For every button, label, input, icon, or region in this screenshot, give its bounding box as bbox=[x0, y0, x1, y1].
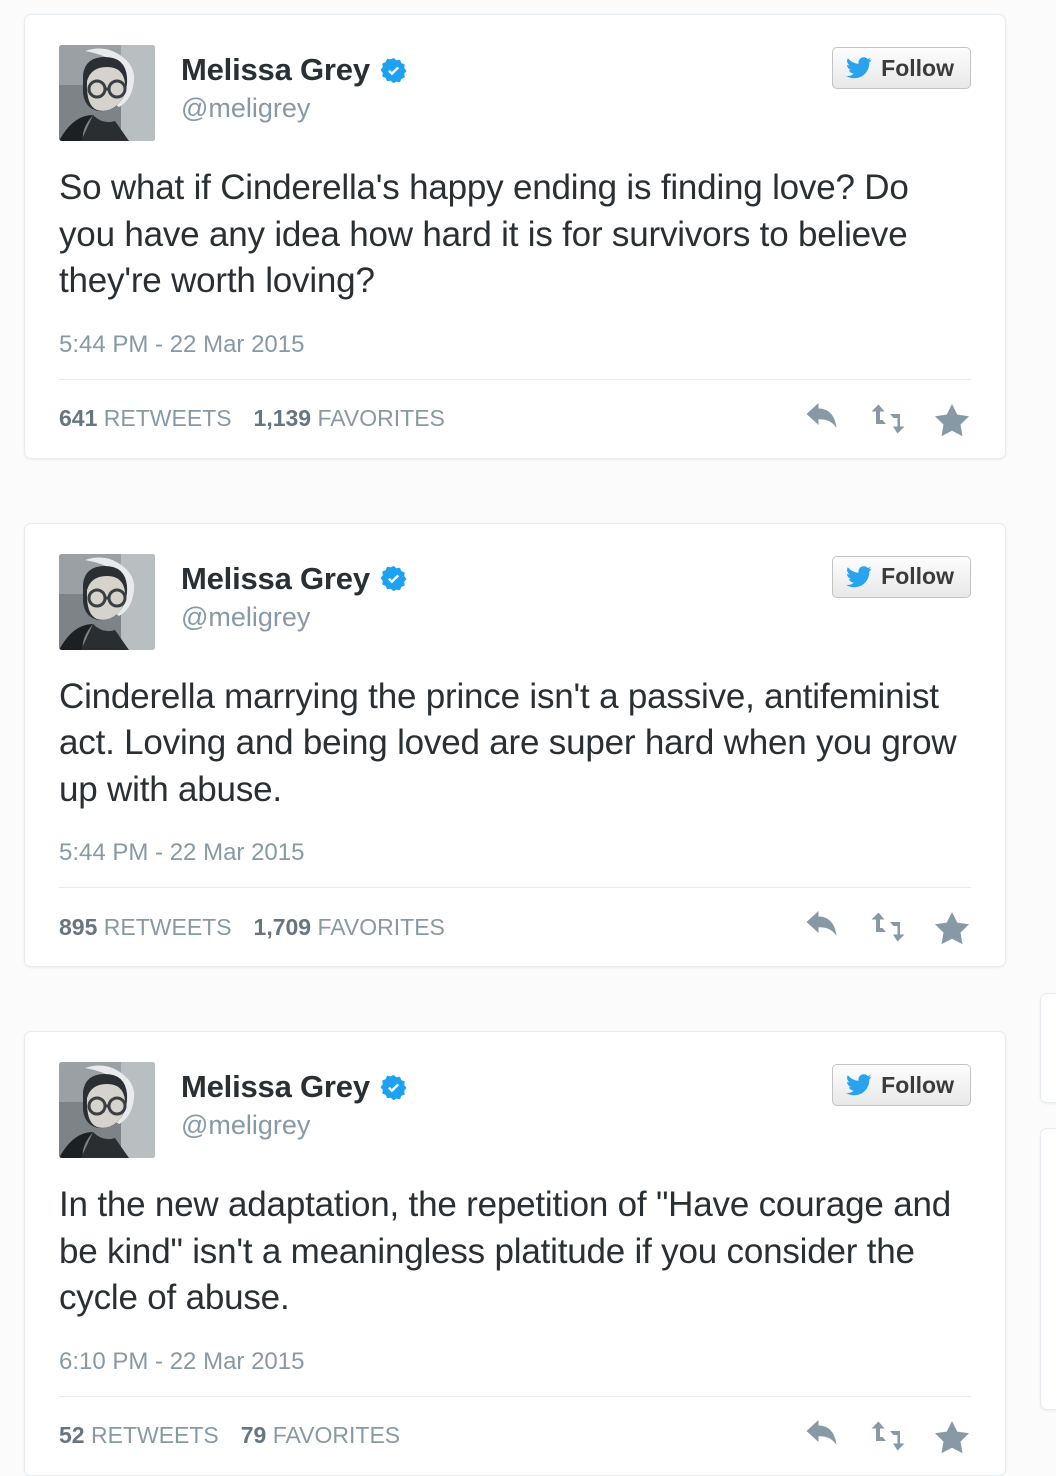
tweet-card[interactable] bbox=[24, 1031, 1006, 1476]
tweet-timestamp[interactable]: 5:44 PM - 22 Mar 2015 bbox=[59, 330, 305, 358]
favorite-count-value: 79 bbox=[240, 1422, 267, 1449]
twitter-bird-icon bbox=[846, 57, 872, 79]
twitter-bird-icon bbox=[846, 566, 872, 588]
offscreen-card-partial bbox=[1040, 1128, 1056, 1410]
verified-badge-icon bbox=[380, 565, 407, 592]
retweet-count[interactable] bbox=[59, 1422, 219, 1449]
follow-button[interactable] bbox=[832, 1064, 971, 1106]
follow-button-label: Follow bbox=[881, 563, 954, 590]
retweet-count[interactable] bbox=[59, 405, 232, 432]
star-favorite-icon[interactable] bbox=[933, 402, 971, 436]
tweet-text: So what if Cinderella's happy ending is finding love? Do you have any idea how hard it is for survivors to believe they're worth loving? bbox=[59, 168, 909, 301]
retweet-count-label: RETWEETS bbox=[103, 913, 232, 940]
retweet-count-label: RETWEETS bbox=[90, 1422, 219, 1449]
author-fullname[interactable]: Melissa Grey bbox=[181, 560, 370, 596]
tweet-card[interactable] bbox=[24, 14, 1006, 459]
tweet-author bbox=[181, 554, 407, 633]
tweet-stats bbox=[59, 379, 971, 458]
tweet-header bbox=[59, 554, 971, 650]
retweet-icon[interactable] bbox=[869, 1419, 907, 1453]
favorite-count[interactable] bbox=[241, 1422, 400, 1449]
tweet-text: Cinderella marrying the prince isn't a passive, antifeminist act. Loving and being loved are super hard when you grow up with abuse. bbox=[59, 676, 957, 809]
tweet-author bbox=[181, 1062, 407, 1141]
offscreen-card-partial bbox=[1040, 993, 1056, 1103]
avatar[interactable] bbox=[59, 1062, 155, 1158]
tweet-timestamp[interactable]: 6:10 PM - 22 Mar 2015 bbox=[59, 1347, 305, 1375]
follow-button[interactable] bbox=[832, 556, 971, 598]
tweet-timestamp[interactable]: 5:44 PM - 22 Mar 2015 bbox=[59, 839, 305, 867]
tweet-card[interactable] bbox=[24, 523, 1006, 968]
retweet-icon[interactable] bbox=[869, 402, 907, 436]
retweet-count-label: RETWEETS bbox=[103, 405, 232, 432]
author-handle[interactable]: @meligrey bbox=[181, 601, 311, 632]
reply-arrow-icon[interactable] bbox=[805, 910, 843, 944]
twitter-bird-icon bbox=[846, 1074, 872, 1096]
author-fullname[interactable]: Melissa Grey bbox=[181, 52, 370, 87]
follow-button-label: Follow bbox=[881, 54, 954, 81]
tweet-actions bbox=[805, 910, 971, 944]
favorite-count-value: 1,709 bbox=[253, 913, 312, 940]
reply-arrow-icon[interactable] bbox=[805, 402, 843, 436]
tweet-header bbox=[59, 1062, 971, 1158]
verified-badge-icon bbox=[380, 57, 407, 84]
favorite-count-label: FAVORITES bbox=[317, 913, 445, 940]
favorite-count-label: FAVORITES bbox=[272, 1422, 401, 1449]
tweet-actions bbox=[805, 402, 971, 436]
retweet-count-value: 52 bbox=[59, 1422, 85, 1449]
follow-button[interactable] bbox=[832, 47, 971, 89]
star-favorite-icon[interactable] bbox=[933, 910, 971, 944]
avatar[interactable] bbox=[59, 45, 155, 141]
reply-arrow-icon[interactable] bbox=[805, 1419, 843, 1453]
star-favorite-icon[interactable] bbox=[933, 1419, 971, 1453]
retweet-count-value: 641 bbox=[59, 405, 98, 432]
retweet-count[interactable] bbox=[59, 914, 232, 941]
author-handle[interactable]: @meligrey bbox=[181, 1110, 311, 1141]
tweet-stats bbox=[59, 1396, 971, 1475]
favorite-count-value: 1,139 bbox=[253, 405, 312, 432]
avatar[interactable] bbox=[59, 554, 155, 650]
tweet-header bbox=[59, 45, 971, 141]
tweet-text: In the new adaptation, the repetition of "Have courage and be kind" isn't a meaningless platitude if you consider the cycle of abuse. bbox=[59, 1185, 952, 1318]
favorite-count-label: FAVORITES bbox=[317, 405, 445, 432]
follow-button-label: Follow bbox=[881, 1071, 954, 1098]
author-handle[interactable]: @meligrey bbox=[181, 93, 311, 124]
retweet-count-value: 895 bbox=[59, 913, 98, 940]
author-fullname[interactable]: Melissa Grey bbox=[181, 1069, 370, 1105]
verified-badge-icon bbox=[380, 1074, 407, 1101]
favorite-count[interactable] bbox=[254, 914, 445, 941]
tweet-author bbox=[181, 45, 407, 124]
retweet-icon[interactable] bbox=[869, 910, 907, 944]
tweet-actions bbox=[805, 1419, 971, 1453]
favorite-count[interactable] bbox=[254, 405, 445, 432]
tweet-stats bbox=[59, 887, 971, 966]
